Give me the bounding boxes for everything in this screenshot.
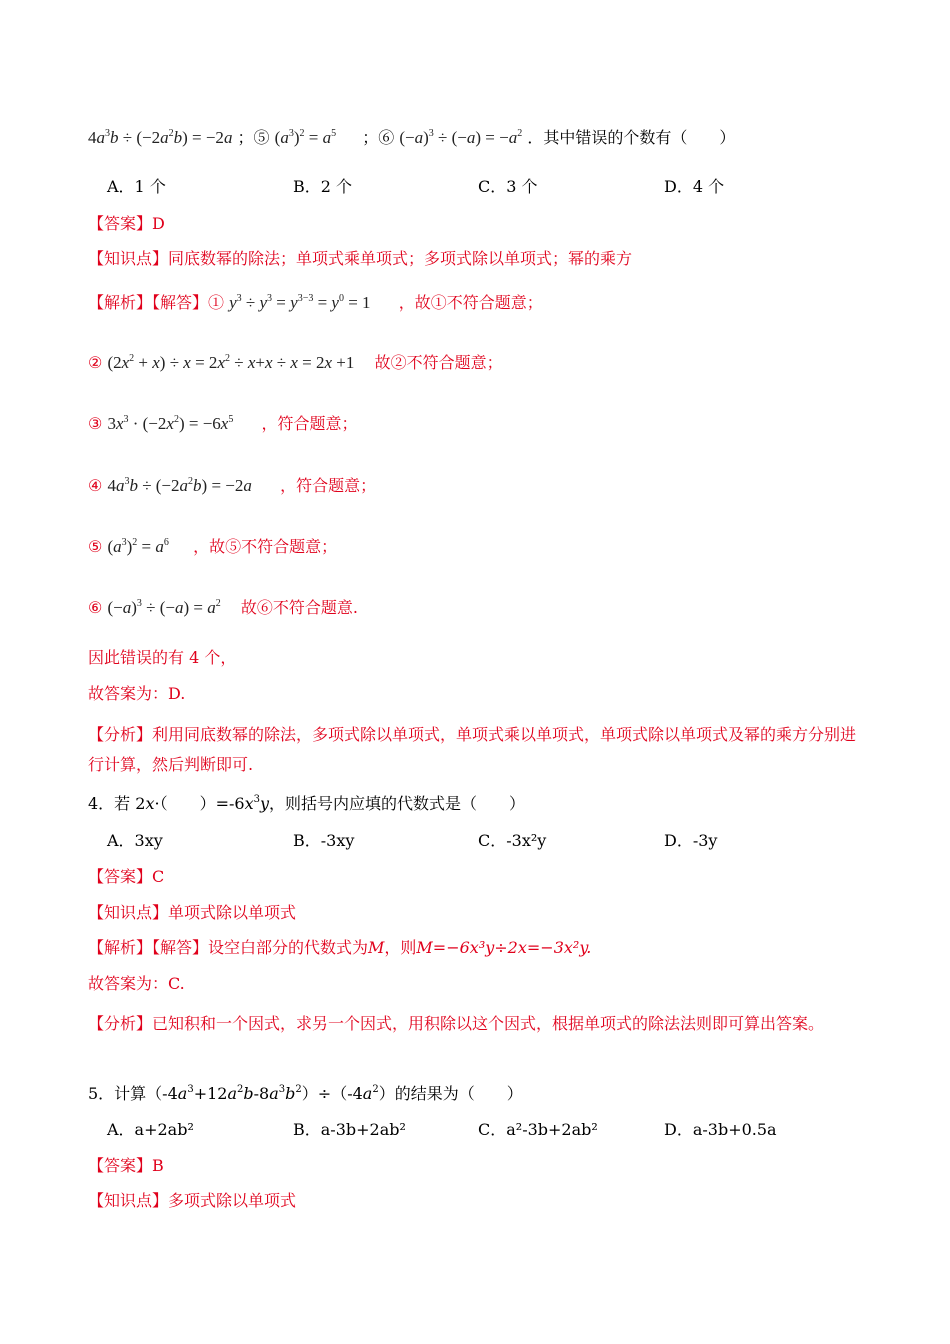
q4-stem-mid: ·（ ）=-6 [154,794,245,813]
q4-option-d: D．-3y [664,831,718,850]
math-step-2: $(2x^2 + x) \div x = 2x^2 \div x+x \div x = 2x +1$ [107,353,355,372]
q4-stem-tail: ，则括号内应填的代数式是（ ） [269,794,526,813]
q3-option-b: B．2 个 [293,177,353,196]
q3-step-1 [88,292,862,314]
q3-conclusion: 因此错误的有 4 个， [88,648,237,667]
q3-step5-tail: ，故⑤不符合题意； [193,537,338,556]
q5-stem-b: ）÷（-4 [301,1084,363,1103]
q3-step-6 [88,597,862,619]
q5-option-b: B．a-3b+2ab² [293,1120,406,1139]
q5-stem [88,1083,862,1105]
q3-knowledge: 【知识点】同底数幂的除法；单项式乘单项式；多项式除以单项式；幂的乘方 [88,249,633,268]
q5-stem-a: 5．计算（-4 [88,1084,178,1103]
math-step-6: $(-a)^3 \div (-a) = a^2$ [107,598,221,617]
q3-step3-label: ③ [88,414,103,433]
q3-step-2 [88,352,862,374]
q3-step4-tail: ，符合题意； [280,476,377,495]
q4-option-b: B．-3xy [293,831,355,850]
q4-stem-num: 4．若 2 [88,794,146,813]
q4-stem-x: x [145,794,155,813]
q3-step5-label: ⑤ [88,537,103,556]
q3-tail-2: ；⑥ [362,128,395,147]
q5-option-d: D．a-3b+0.5a [664,1120,777,1139]
q4-option-a: A．3xy [107,831,163,850]
math-step-3: $3x^3 \cdot (-2x^2) = -6x^5$ [107,414,234,433]
q3-step4-label: ④ [88,476,103,495]
q3-step-3 [88,413,862,435]
math-step-1: $y^3 \div y^3 = y^{3-3} = y^0 = 1$ [229,293,371,312]
q3-option-d: D．4 个 [664,177,725,196]
q5-option-a: A．a+2ab² [107,1120,194,1139]
q4-stem-x2: x [244,794,254,813]
q3-step-4 [88,475,862,497]
math-expr-4: $4a^3b \div (-2a^2b) = -2a$ [88,128,233,147]
q5-option-c: C．a²-3b+2ab² [478,1120,598,1139]
q4-final: 故答案为：C. [88,974,185,993]
q4-option-c: C．-3x²y [478,831,547,850]
q5-answer: 【答案】B [88,1156,164,1175]
q3-option-a: A．1 个 [107,177,166,196]
math-expr-6: $(-a)^3 \div (-a) = -a^2$ [399,128,523,147]
q4-answer: 【答案】C [88,867,165,886]
q4-stem-y: y [259,794,270,813]
q4-stem [88,793,862,815]
q5-stem-c: ）的结果为（ ） [378,1084,523,1103]
q3-final: 故答案为：D. [88,684,186,703]
q3-stem-line [88,127,862,149]
math-step-5: $(a^3)^2 = a^6$ [107,537,169,556]
q3-tail-1: ；⑤ [237,128,270,147]
q3-step-5 [88,536,862,558]
q4-analysis-a: 【解析】【解答】设空白部分的代数式为 [88,938,369,957]
q4-analysis [88,937,862,959]
math-step-4: $4a^3b \div (-2a^2b) = -2a$ [107,476,252,495]
q4-analysis-expr: M=−6x³y÷2x=−3x²y. [416,938,592,957]
q5-knowledge: 【知识点】多项式除以单项式 [88,1191,297,1210]
q3-step2-tail: 故②不符合题意； [374,353,503,372]
q4-knowledge: 【知识点】单项式除以单项式 [88,903,297,922]
q3-step1-tail: ，故①不符合题意； [398,293,543,312]
q5-stem-expr: $a^3+12a^2b-8a^3b^2$ [177,1084,302,1103]
q3-step6-tail: 故⑥不符合题意. [240,598,358,617]
q4-stem-exp: 3 [253,794,260,805]
q3-answer: 【答案】D [88,214,165,233]
q3-step3-tail: ，符合题意； [261,414,358,433]
q3-analysis-prefix: 【解析】【解答】① [88,293,225,312]
q5-stem-div: $a^2$ [362,1084,379,1103]
q4-reason: 【分析】已知积和一个因式，求另一个因式，用积除以这个因式，根据单项式的除法法则即可算出答案。 [88,1014,825,1033]
q4-analysis-m: M [368,938,385,957]
q3-step2-label: ② [88,353,103,372]
q3-reason: 【分析】利用同底数幂的除法，多项式除以单项式，单项式乘以单项式，单项式除以单项式及幂的乘方分别进行计算，然后判断即可. [88,725,857,774]
q3-step6-label: ⑥ [88,598,103,617]
math-expr-5: $(a^3)^2 = a^5$ [274,128,337,147]
q4-analysis-b: ，则 [384,938,417,957]
q3-tail-3: ．其中错误的个数有（ ） [527,128,736,147]
q3-option-c: C．3 个 [478,177,538,196]
